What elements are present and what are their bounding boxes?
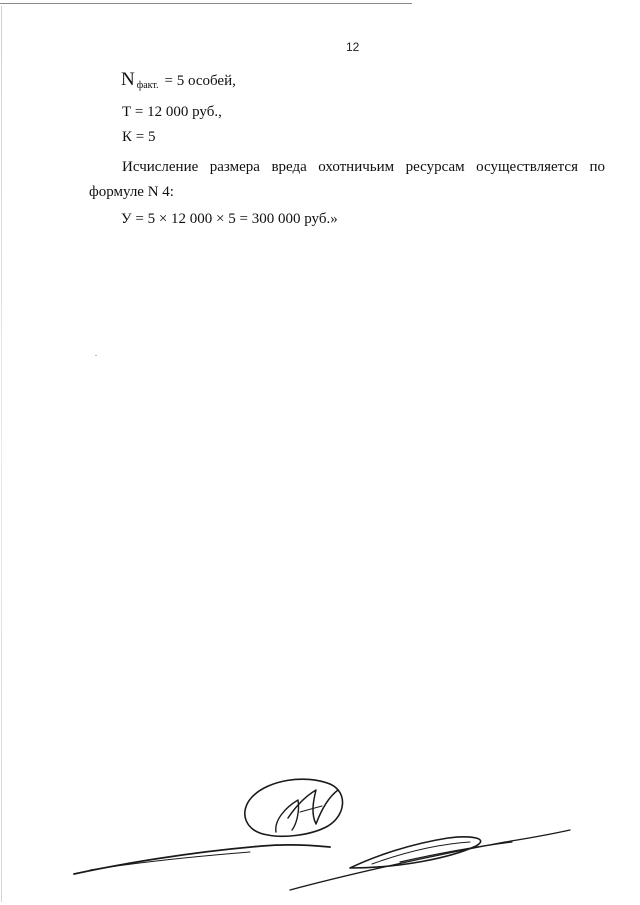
- paragraph-first-line: Исчисление размера вреда охотничьим ресурсам осуществляется по: [122, 159, 605, 175]
- n-subscript: факт.: [136, 80, 159, 91]
- t-line: Т = 12 000 руб.,: [122, 104, 222, 120]
- n-symbol: N: [121, 69, 135, 90]
- formula-line: У = 5 × 12 000 × 5 = 300 000 руб.»: [121, 211, 338, 227]
- paragraph-second-line: формуле N 4:: [89, 184, 174, 200]
- n-value: = 5 особей,: [164, 73, 236, 89]
- page-number: 12: [346, 40, 360, 54]
- k-line: К = 5: [122, 129, 156, 145]
